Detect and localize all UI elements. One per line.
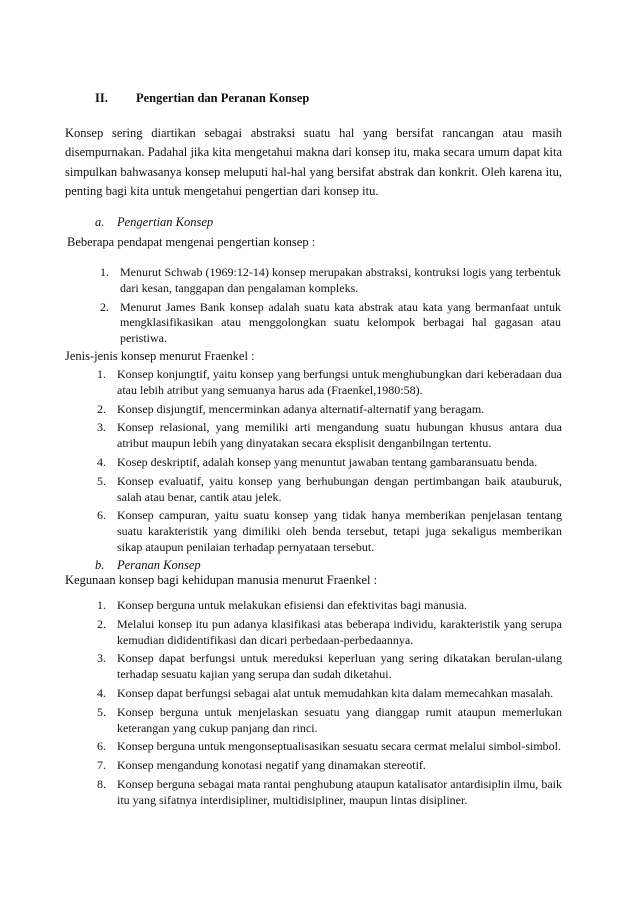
subheading-b — [95, 558, 201, 573]
pengertian-lead: Beberapa pendapat mengenai pengertian konsep : — [67, 235, 316, 249]
section-heading — [95, 91, 309, 106]
peranan-lead: Kegunaan konsep bagi kehidupan manusia menurut Fraenkel : — [65, 573, 378, 587]
jenis-list — [97, 367, 562, 559]
jenis-lead: Jenis-jenis konsep menurut Fraenkel : — [65, 349, 255, 363]
intro-paragraph: Konsep sering diartikan sebagai abstraksi suatu hal yang bersifat rancangan atau masih disempurnakan. Padahal jika kita mengetahui makna dari konsep itu, maka secara umum dapat kita simpulkan bahwasanya konsep meluputi hal-hal yang bersifat abstrak dan konkrit. Oleh karena itu, penting bagi kita untuk mengetahui pengertian dari konsep itu. — [65, 126, 562, 198]
subheading-a — [95, 215, 213, 230]
list-item — [97, 420, 562, 452]
list-item-text: Kosep deskriptif, adalah konsep yang menuntut jawaban tentang gambaransuatu benda. — [117, 454, 538, 469]
list-item-text: Konsep berguna sebagai mata rantai penghubung ataupun katalisator antardisiplin ilmu, baik itu yang sifatnya interdisipliner, multidisipliner, maupun lintas disipliner. — [117, 776, 562, 807]
list-item — [97, 758, 562, 774]
subheading-b-title: Peranan Konsep — [117, 558, 201, 572]
list-item-number: 6. — [97, 739, 106, 754]
list-item — [97, 474, 562, 506]
list-item-text: Melalui konsep itu pun adanya klasifikasi atas beberapa individu, karakteristik yang serupa kemudian dididentifikasi dan dicari perbedaan-perbedaannya. — [117, 616, 562, 647]
list-item — [100, 265, 561, 297]
list-item — [97, 402, 562, 418]
list-item-text: Konsep berguna untuk melakukan efisiensi dan efektivitas bagi manusia. — [117, 598, 468, 612]
list-item — [97, 598, 562, 614]
list-item — [97, 455, 562, 471]
list-item-number: 3. — [97, 651, 106, 666]
list-item — [97, 367, 562, 399]
section-number: II. — [95, 91, 108, 105]
pengertian-list — [100, 265, 561, 350]
list-item-number: 6. — [97, 508, 106, 523]
list-item — [97, 508, 562, 555]
list-item-number: 2. — [100, 299, 109, 314]
list-item-number: 3. — [97, 420, 106, 435]
section-title: Pengertian dan Peranan Konsep — [136, 91, 310, 105]
list-item-text: Konsep berguna untuk menjelaskan sesuatu yang dianggap rumit ataupun memerlukan keterangan yang cukup panjang dan rinci. — [117, 704, 562, 735]
list-item — [97, 739, 562, 755]
list-item-number: 7. — [97, 758, 106, 773]
list-item-number: 5. — [97, 473, 106, 488]
list-item-number: 1. — [100, 265, 109, 279]
list-item-text: Konsep relasional, yang memiliki arti mengandung suatu hubungan khusus antara dua atribut maupun lebih yang dinyatakan secara eksplisit denganbilngan tertentu. — [117, 420, 562, 451]
list-item — [100, 300, 561, 347]
list-item — [97, 777, 562, 809]
list-item-number: 4. — [97, 454, 106, 469]
list-item-text: Menurut Schwab (1969:12-14) konsep merupakan abstraksi, kontruksi logis yang terbentuk dari kesan, tanggapan dan pengalaman kompleks. — [120, 265, 561, 295]
list-item-number: 1. — [97, 598, 106, 612]
list-item-text: Konsep evaluatif, yaitu konsep yang berhubungan dengan pertimbangan baik atauburuk, salah atau benar, cantik atau jelek. — [117, 473, 562, 504]
list-item-number: 4. — [97, 685, 106, 700]
subheading-a-letter: a. — [95, 215, 105, 229]
list-item-text: Konsep berguna untuk mengonseptualisasikan sesuatu secara cermat melalui simbol-simbol. — [117, 739, 562, 754]
list-item-text: Konsep dapat berfungsi sebagai alat untuk memudahkan kita dalam memecahkan masalah. — [117, 685, 554, 700]
list-item-text: Konsep dapat berfungsi untuk mereduksi keperluan yang sering dikatakan berulan-ulang terhadap sesuatu kajian yang serupa dan sudah diketahui. — [117, 651, 562, 682]
subheading-a-title: Pengertian Konsep — [117, 215, 214, 229]
list-item-text: Konsep mengandung konotasi negatif yang dinamakan stereotif. — [117, 758, 426, 773]
list-item-text: Konsep disjungtif, mencerminkan adanya alternatif-alternatif yang beragam. — [117, 401, 485, 416]
list-item-text: Menurut James Bank konsep adalah suatu kata abstrak atau kata yang bermanfaat untuk mengklasifikasikan atau menggolongkan suatu kelompok berbagai hal gagasan atau peristiwa. — [120, 299, 561, 346]
list-item-number: 8. — [97, 776, 106, 791]
subheading-b-letter: b. — [95, 558, 105, 572]
list-item-number: 2. — [97, 616, 106, 631]
list-item-number: 2. — [97, 401, 106, 416]
peranan-list — [97, 598, 562, 812]
list-item — [97, 705, 562, 737]
list-item — [97, 651, 562, 683]
list-item-number: 1. — [97, 367, 106, 381]
list-item-text: Konsep konjungtif, yaitu konsep yang berfungsi untuk menghubungkan dari keberadaan dua atau lebih atribut yang semuanya harus ada (Fraenkel,1980:58). — [117, 367, 562, 397]
list-item-text: Konsep campuran, yaitu suatu konsep yang tidak hanya memberikan penjelasan tentang suatu karakteristik yang dimiliki oleh benda tersebut, tetapi juga sekaligus memberikan sikap ataupun penilaian terhadap pernyataan tersebut. — [117, 508, 562, 554]
list-item-number: 5. — [97, 704, 106, 719]
list-item — [97, 617, 562, 649]
list-item — [97, 686, 562, 702]
